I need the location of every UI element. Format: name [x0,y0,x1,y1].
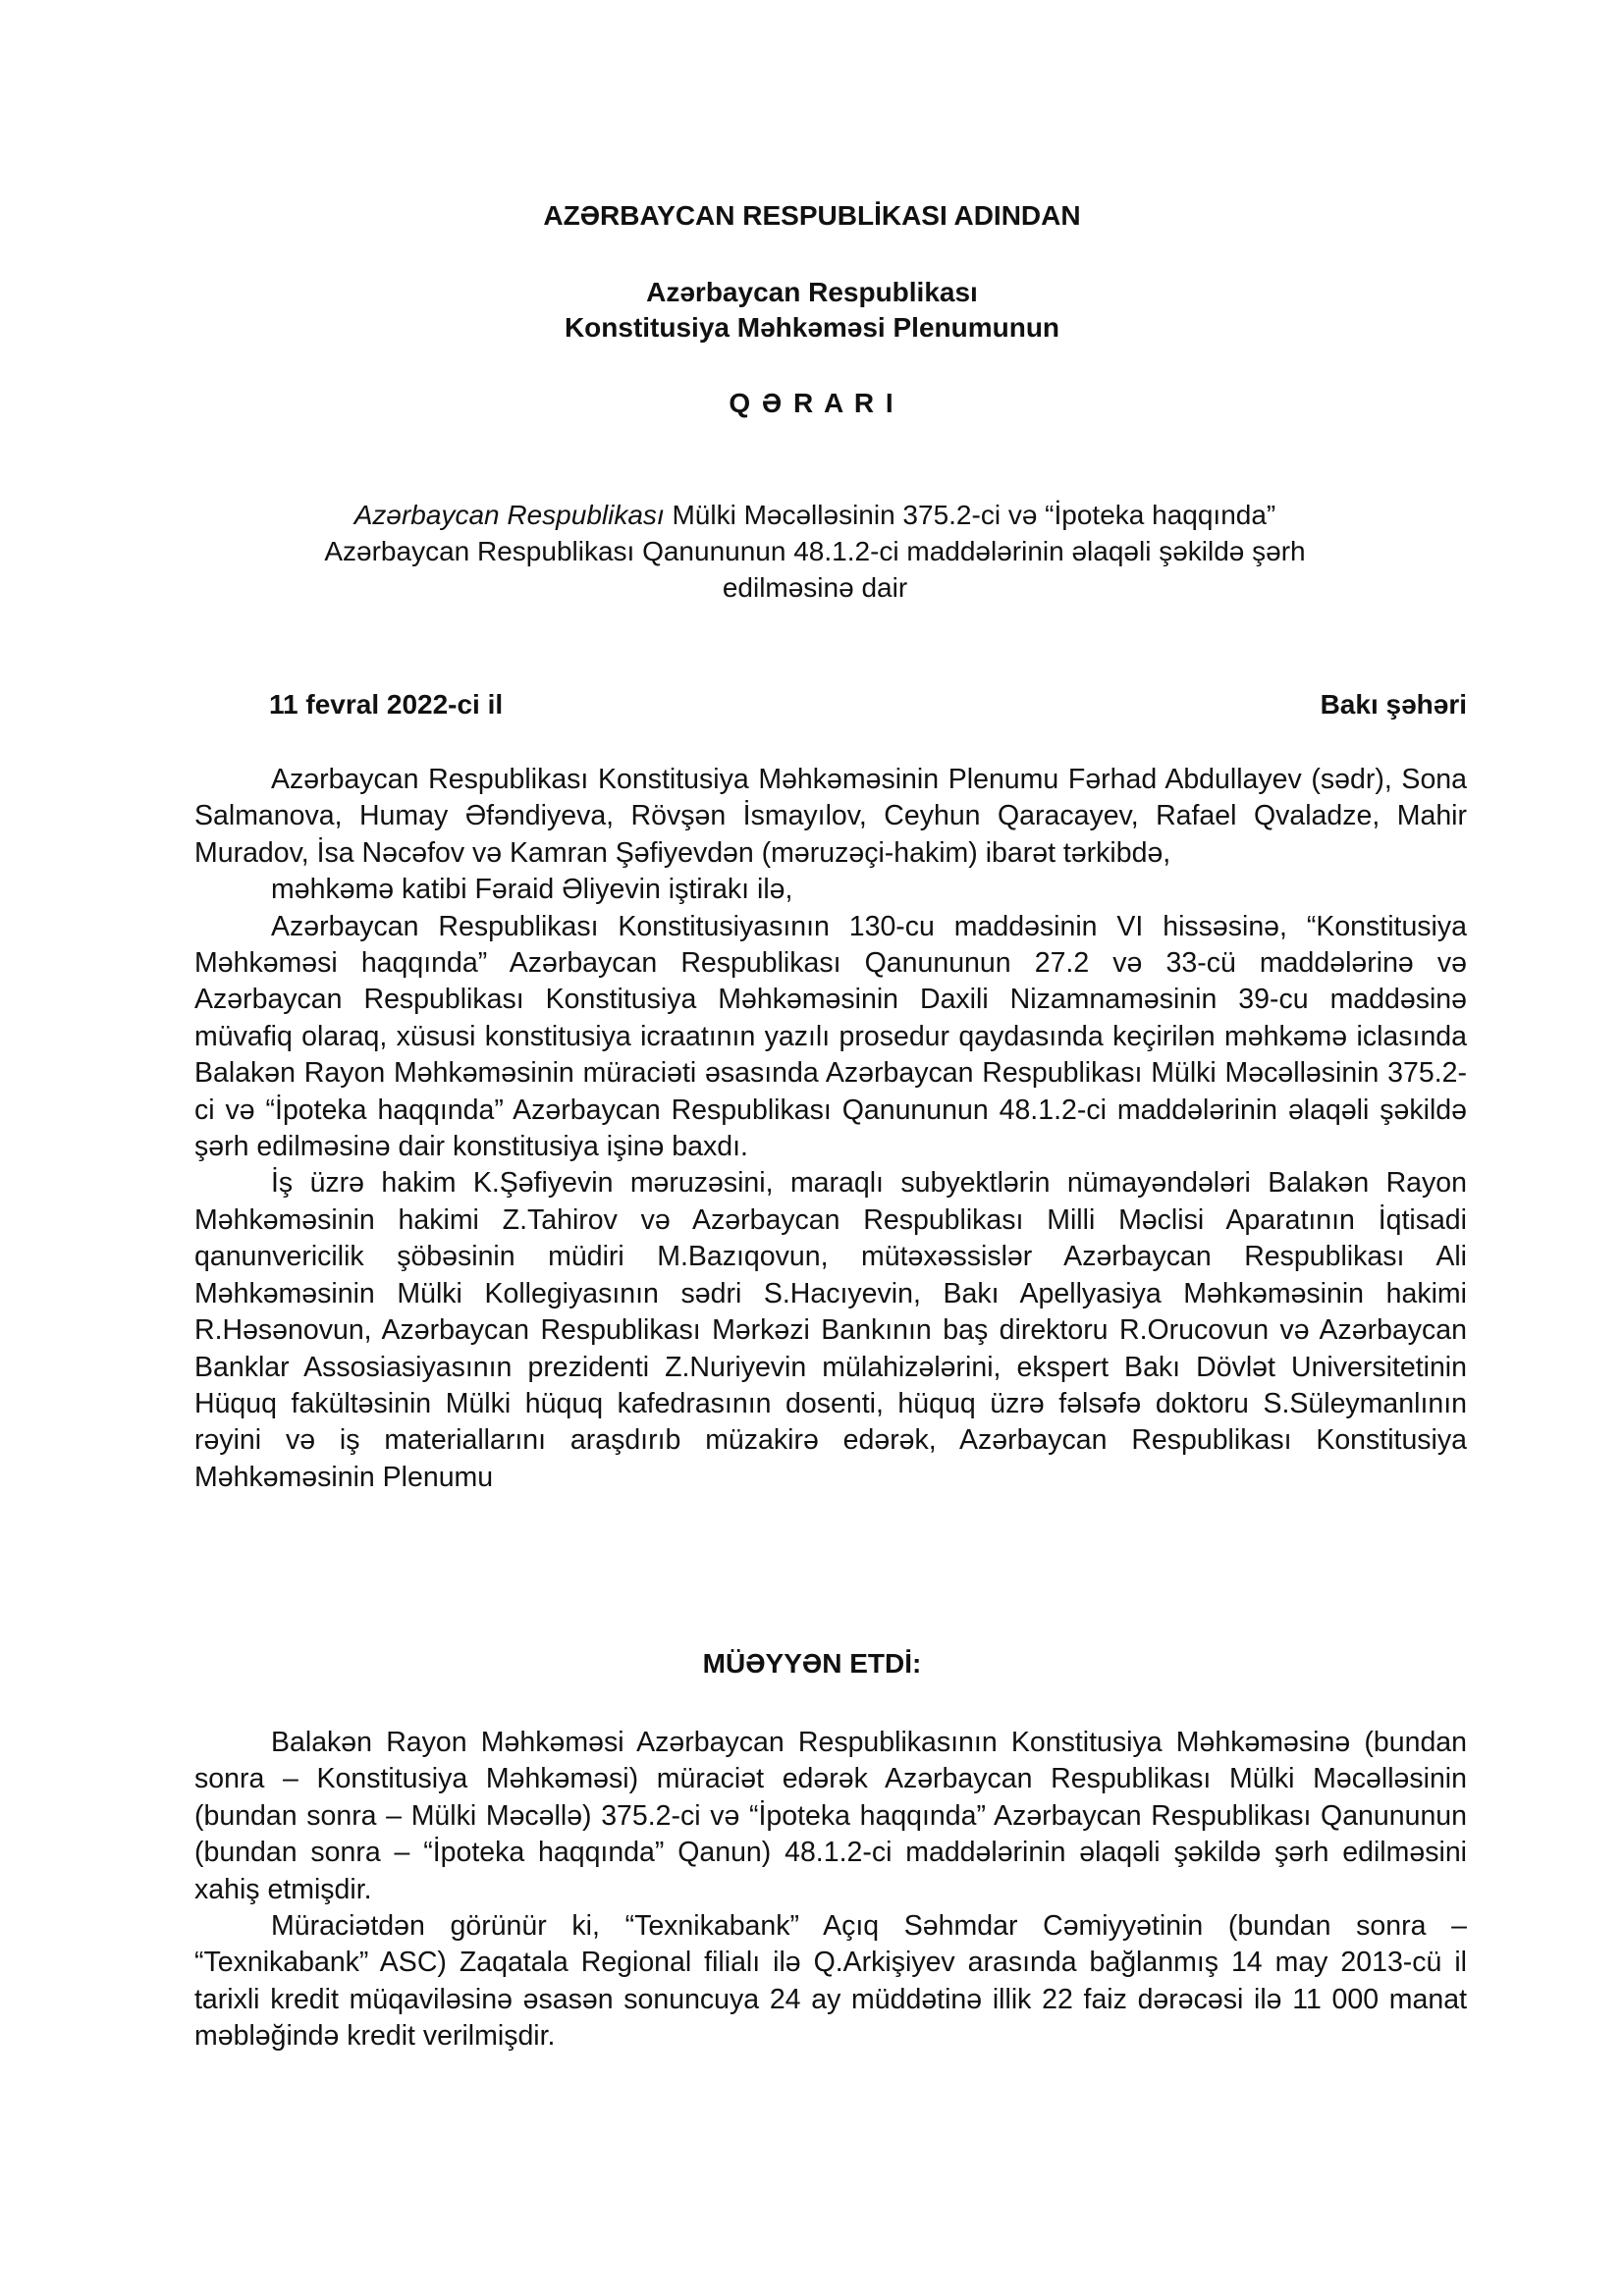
established-section [194,1725,1467,2056]
court-name-line1: Azərbaycan Respublikası [646,277,978,307]
preamble-paragraph-composition: Azərbaycan Respublikası Konstitusiya Məhkəməsinin Plenumu Fərhad Abdullayev (sədr), Sona Salmanova, Humay Əfəndiyeva, Rövşən İsmayılov, Ceyhun Qaracayev, Rafael Qvaladze, Mahir Muradov, İsa Nəcəfov və Kamran Şəfiyevdən (məruzəçi-hakim) ibarət tərkibdə, [194,764,1467,869]
subject-line3: edilməsinə dair [722,572,908,603]
established-paragraph-facts: Müraciətdən görünür ki, “Texnikabank” Açıq Səhmdar Cəmiyyətinin (bundan sonra – “Texnikabank” ASC) Zaqatala Regional filialı ilə Q.Arkişiyev arasında bağlanmış 14 may 2013-cü il tarixli kredit müqaviləsinə əsasən sonuncuya 24 ay müddətinə illik 22 faiz dərəcəsi ilə 11 000 manat məbləğində kredit verilmişdir. [194,1910,1467,2053]
decision-date: 11 fevral 2022-ci il [269,689,504,720]
date-place-row [269,687,1467,722]
on-behalf-heading: AZƏRBAYCAN RESPUBLİKASI ADINDAN [543,200,1081,231]
preamble [194,762,1467,1496]
preamble-paragraph-secretary: məhkəmə katibi Fəraid Əliyevin iştirakı ilə, [271,874,793,906]
court-name-line2: Konstitusiya Məhkəməsi Plenumunun [564,312,1060,343]
subject-line1-rest: Mülki Məcəlləsinin 375.2-ci və “İpoteka haqqında” [664,500,1276,530]
preamble-paragraph-hearing: İş üzrə hakim K.Şəfiyevin məruzəsini, maraqlı subyektlərin nümayəndələri Balakən Rayon Məhkəməsinin hakimi Z.Tahirov və Azərbaycan Respublikası Milli Məclisi Aparatının İqtisadi qanunvericilik şöbəsinin müdiri M.Bazıqovun, mütəxəssislər Azərbaycan Respublikası Ali Məhkəməsinin Mülki Kollegiyasının sədri S.Hacıyevin, Bakı Apellyasiya Məhkəməsinin hakimi R.Həsənovun, Azərbaycan Respublikası Mərkəzi Bankının baş direktoru R.Orucovun və Azərbaycan Banklar Assosiasiyasının prezidenti Z.Nuriyevin mülahizələrini, ekspert Bakı Dövlət Universitetinin Hüquq fakültəsinin Mülki hüquq kafedrasının dosenti, hüquq üzrə fəlsəfə doktoru S.Süleymanlının rəyini və iş materiallarını araşdırıb müzakirə edərək, Azərbaycan Respublikası Konstitusiya Məhkəməsinin Plenumu [194,1167,1467,1493]
decision-subject [255,497,1375,606]
subject-line1 [255,497,1375,533]
decision-place: Bakı şəhəri [1320,689,1467,720]
established-heading: MÜƏYYƏN ETDİ: [702,1648,922,1679]
preamble-paragraph-procedure: Azərbaycan Respublikası Konstitusiyasının 130-cu maddəsinin VI hissəsinə, “Konstitusiya Məhkəməsi haqqında” Azərbaycan Respublikası Qanununun 27.2 və 33-cü maddələrinə və Azərbaycan Respublikası Konstitusiya Məhkəməsinin Daxili Nizamnaməsinin 39-cu maddəsinə müvafiq olaraq, xüsusi konstitusiya icraatının yazılı prosedur qaydasında keçirilən məhkəmə iclasında Balakən Rayon Məhkəməsinin müraciəti əsasında Azərbaycan Respublikası Mülki Məcəlləsinin 375.2-ci və “İpoteka haqqında” Azərbaycan Respublikası Qanununun 48.1.2-ci maddələrinin əlaqəli şəkildə şərh edilməsinə dair konstitusiya işinə baxdı. [194,910,1467,1163]
subject-line2: Azərbaycan Respublikası Qanununun 48.1.2-ci maddələrinin əlaqəli şəkildə şərh [324,536,1306,566]
decision-heading: Q Ə R A R I [729,388,895,418]
subject-italic: Azərbaycan Respublikası [353,500,665,530]
established-paragraph-request: Balakən Rayon Məhkəməsi Azərbaycan Respublikasının Konstitusiya Məhkəməsinə (bundan sonra – Konstitusiya Məhkəməsi) müraciət edərək Azərbaycan Respublikası Mülki Məcəlləsinin (bundan sonra – Mülki Məcəllə) 375.2-ci və “İpoteka haqqında” Azərbaycan Respublikası Qanununun (bundan sonra – “İpoteka haqqında” Qanun) 48.1.2-ci maddələrinin əlaqəli şəkildə şərh edilməsini xahiş etmişdir. [194,1727,1467,1905]
